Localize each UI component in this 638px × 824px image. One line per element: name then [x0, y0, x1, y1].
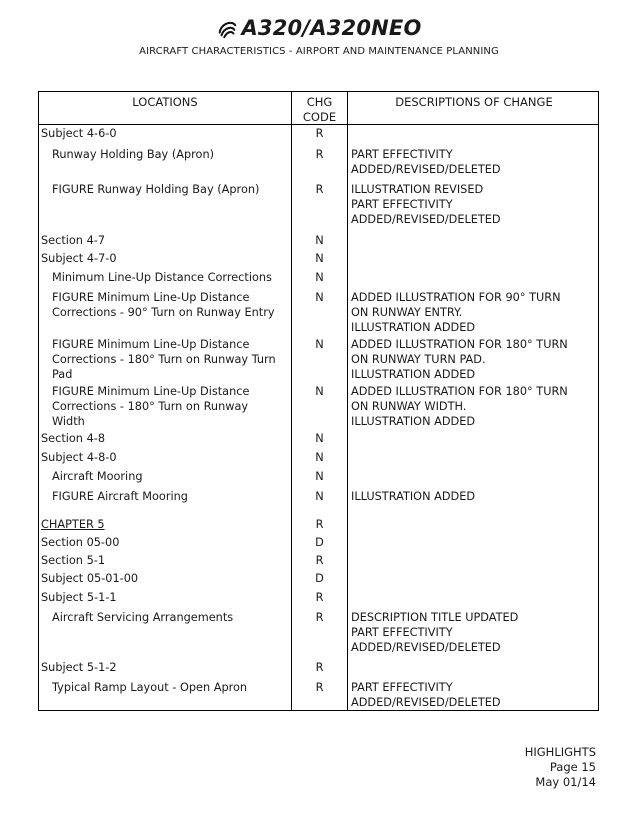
location-cell: Subject 5-1-2: [41, 661, 117, 674]
chg-code-cell: R: [315, 554, 324, 567]
chg-code-cell: N: [315, 385, 324, 398]
description-cell: ADDED ILLUSTRATION FOR 180° TURN ON RUNWAY TURN PAD. ILLUSTRATION ADDED: [351, 338, 568, 381]
location-cell: FIGURE Aircraft Mooring: [52, 490, 188, 503]
chg-code-cell: N: [315, 338, 324, 351]
chg-code-cell: N: [315, 252, 324, 265]
location-cell: Section 4-7: [41, 234, 106, 247]
location-cell: Typical Ramp Layout - Open Apron: [52, 681, 248, 694]
chg-code-cell: N: [315, 271, 324, 284]
location-cell: Minimum Line-Up Distance Corrections: [52, 271, 272, 284]
chg-code-cell: R: [315, 591, 324, 604]
chg-code-cell: N: [315, 291, 324, 304]
location-cell: Subject 05-01-00: [41, 572, 139, 585]
location-cell: FIGURE Runway Holding Bay (Apron): [52, 183, 260, 196]
column-divider: [347, 92, 348, 710]
changes-table: [38, 91, 599, 711]
location-cell: Section 5-1: [41, 554, 106, 567]
chg-code-cell: N: [315, 432, 324, 445]
description-cell: ILLUSTRATION ADDED: [351, 490, 476, 503]
descriptions-header: DESCRIPTIONS OF CHANGE: [395, 95, 553, 109]
location-cell: FIGURE Minimum Line-Up Distance Corrections - 180° Turn on Runway Turn Pad: [52, 338, 276, 381]
revision-date: May 01/14: [535, 775, 596, 789]
location-cell: Subject 4-7-0: [41, 252, 117, 265]
chg-code-cell: R: [315, 611, 324, 624]
locations-header: LOCATIONS: [132, 95, 198, 109]
location-cell: Aircraft Mooring: [52, 470, 143, 483]
chg-code-cell: R: [315, 681, 324, 694]
location-cell: Aircraft Servicing Arrangements: [52, 611, 234, 624]
chg-code-cell: R: [315, 148, 324, 161]
page-footer: [525, 745, 596, 790]
page-number: Page 15: [549, 760, 596, 774]
chg-code-cell: R: [315, 661, 324, 674]
document-title: A320/A320NEO: [241, 16, 422, 40]
chg-code-cell: D: [315, 572, 324, 585]
location-cell: Runway Holding Bay (Apron): [52, 148, 215, 161]
description-cell: DESCRIPTION TITLE UPDATED PART EFFECTIVITY ADDED/REVISED/DELETED: [351, 611, 519, 654]
chg-code-cell: R: [315, 127, 324, 140]
description-cell: PART EFFECTIVITY ADDED/REVISED/DELETED: [351, 148, 501, 176]
location-cell: Subject 4-6-0: [41, 127, 117, 140]
description-cell: ADDED ILLUSTRATION FOR 180° TURN ON RUNWAY WIDTH. ILLUSTRATION ADDED: [351, 385, 568, 428]
document-subtitle: AIRCRAFT CHARACTERISTICS - AIRPORT AND MAINTENANCE PLANNING: [139, 46, 499, 57]
brand-logo: [0, 14, 638, 42]
description-cell: ADDED ILLUSTRATION FOR 90° TURN ON RUNWAY ENTRY. ILLUSTRATION ADDED: [351, 291, 561, 334]
location-cell: Section 05-00: [41, 536, 120, 549]
chg-code-cell: N: [315, 451, 324, 464]
chg-code-cell: N: [315, 234, 324, 247]
chg-code-header: CHG CODE: [302, 95, 337, 124]
location-cell: Section 4-8: [41, 432, 106, 445]
chg-code-cell: N: [315, 490, 324, 503]
chg-code-cell: R: [315, 183, 324, 196]
page-header: [0, 14, 638, 57]
location-cell: FIGURE Minimum Line-Up Distance Corrections - 90° Turn on Runway Entry: [52, 291, 275, 319]
location-cell: FIGURE Minimum Line-Up Distance Corrections - 180° Turn on Runway Width: [52, 385, 250, 428]
highlights-label: HIGHLIGHTS: [524, 745, 596, 759]
description-cell: ILLUSTRATION REVISED PART EFFECTIVITY ADDED/REVISED/DELETED: [351, 183, 501, 226]
chg-code-cell: R: [315, 518, 324, 531]
airbus-swirl-icon: [216, 17, 238, 39]
chg-code-cell: D: [315, 536, 324, 549]
location-cell: Subject 4-8-0: [41, 451, 117, 464]
description-cell: PART EFFECTIVITY ADDED/REVISED/DELETED: [351, 681, 501, 709]
chg-code-cell: N: [315, 470, 324, 483]
location-cell: Subject 5-1-1: [41, 591, 117, 604]
chapter-link[interactable]: CHAPTER 5: [41, 518, 105, 531]
